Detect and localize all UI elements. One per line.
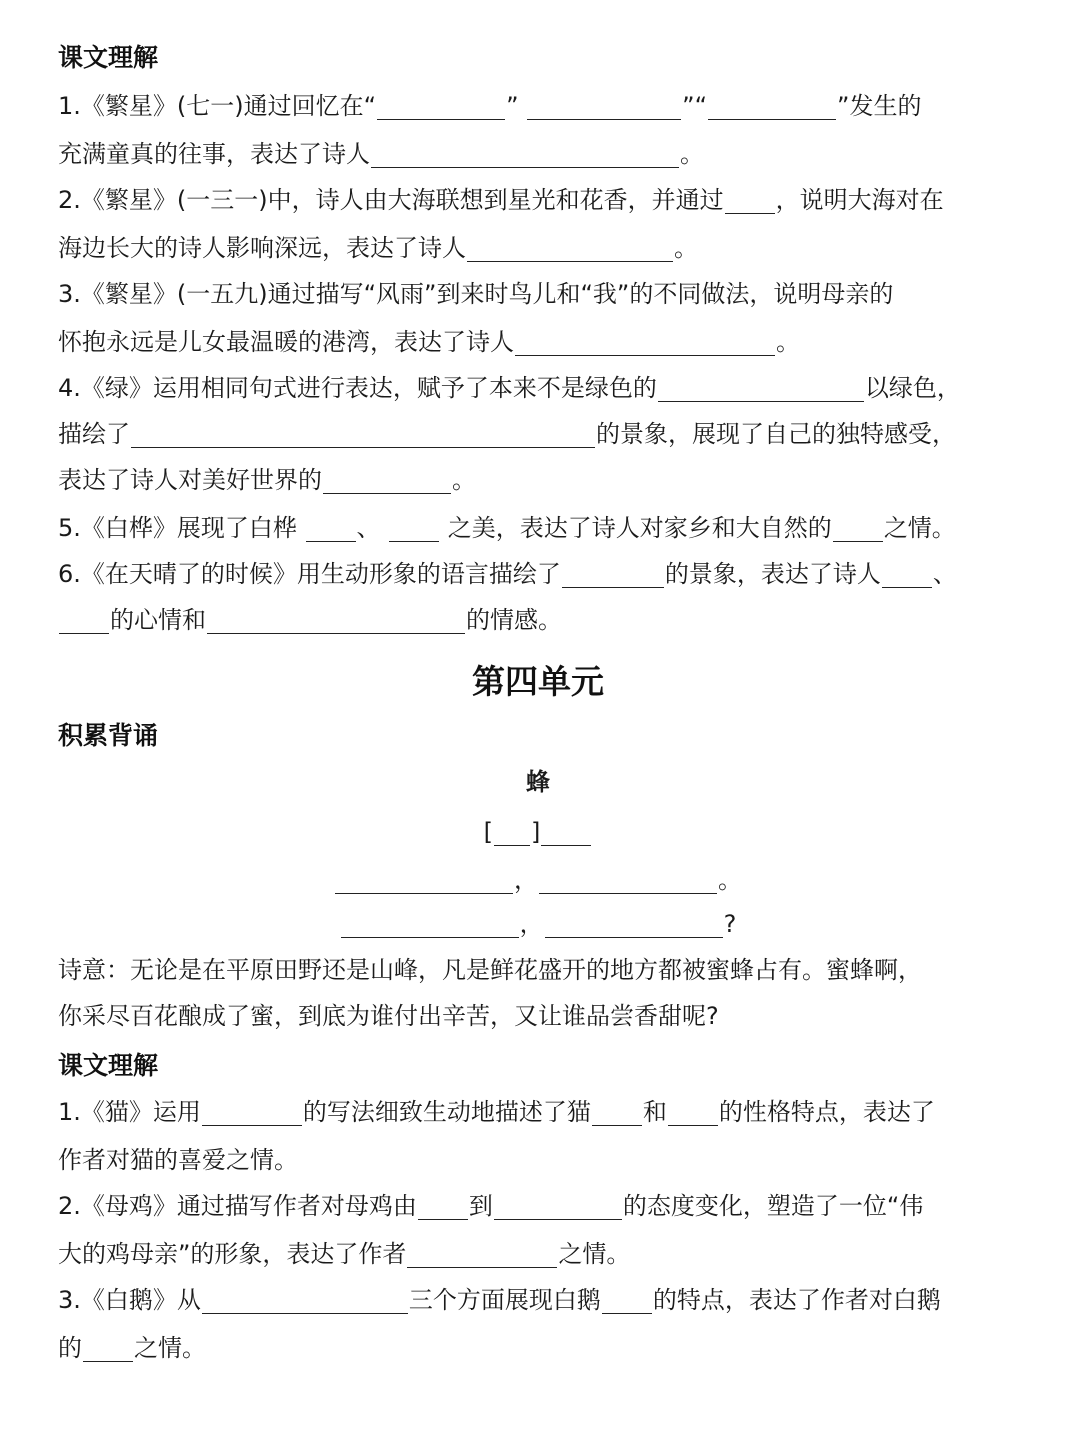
question-u4-2-line-2: 大的鸡母亲”的形象，表达了作者 之情。	[58, 1240, 631, 1268]
answer-blank[interactable]	[725, 189, 775, 214]
poem-title: 蜂	[526, 768, 550, 796]
answer-blank[interactable]	[59, 609, 109, 634]
question-u4-1-line-2: 作者对猫的喜爱之情。	[58, 1146, 298, 1174]
answer-blank[interactable]	[306, 517, 356, 542]
answer-blank[interactable]	[377, 95, 505, 120]
answer-blank[interactable]	[708, 95, 836, 120]
answer-blank[interactable]	[323, 469, 451, 494]
answer-blank[interactable]	[882, 563, 932, 588]
question-1-line-2: 充满童真的往事，表达了诗人 。	[58, 140, 704, 168]
question-2-line-1: 2.《繁星》(一三一)中，诗人由大海联想到星光和花香，并通过 ，说明大海对在	[58, 186, 944, 214]
answer-blank[interactable]	[467, 237, 673, 262]
question-2-line-2: 海边长大的诗人影响深远，表达了诗人 。	[58, 234, 698, 262]
answer-blank[interactable]	[539, 869, 717, 894]
answer-blank[interactable]	[658, 377, 864, 402]
answer-blank[interactable]	[602, 1289, 652, 1314]
dynasty-blank[interactable]	[494, 821, 530, 846]
answer-blank[interactable]	[202, 1289, 408, 1314]
question-u4-2-line-1: 2.《母鸡》通过描写作者对母鸡由 到 的态度变化，塑造了一位“伟	[58, 1192, 924, 1220]
poem-line-2: ， ?	[58, 908, 1018, 940]
question-u4-3-line-2: 的 之情。	[58, 1334, 206, 1362]
answer-blank[interactable]	[527, 95, 681, 120]
author-blank[interactable]	[541, 821, 591, 846]
answer-blank[interactable]	[592, 1101, 642, 1126]
answer-blank[interactable]	[562, 563, 664, 588]
question-3-line-2: 怀抱永远是儿女最温暖的港湾，表达了诗人 。	[58, 328, 800, 356]
question-6-line-2: 的心情和 的情感。	[58, 604, 562, 636]
question-4-line-3: 表达了诗人对美好世界的 。	[58, 466, 476, 494]
question-6-line-1: 6.《在天晴了的时候》用生动形象的语言描绘了 的景象，表达了诗人 、	[58, 560, 957, 588]
question-3-line-1: 3.《繁星》(一五九)通过描写“风雨”到来时鸟儿和“我”的不同做法，说明母亲的	[58, 280, 894, 308]
answer-blank[interactable]	[545, 913, 723, 938]
unit-title: 第四单元	[472, 662, 604, 701]
section-heading-memorize: 积累背诵	[58, 721, 159, 750]
answer-blank[interactable]	[515, 331, 775, 356]
answer-blank[interactable]	[833, 517, 883, 542]
answer-blank[interactable]	[341, 913, 519, 938]
question-4-line-2: 描绘了 的景象，展现了自己的独特感受，	[58, 420, 956, 448]
question-4-line-1: 4.《绿》运用相同句式进行表达，赋予了本来不是绿色的 以绿色，	[58, 374, 961, 402]
section-heading-comprehension-1: 课文理解	[58, 43, 159, 72]
answer-blank[interactable]	[389, 517, 439, 542]
answer-blank[interactable]	[131, 423, 595, 448]
question-u4-1-line-1: 1.《猫》运用 的写法细致生动地描述了猫 和 的性格特点，表达了	[58, 1098, 935, 1126]
answer-blank[interactable]	[207, 609, 465, 634]
question-5-line-1: 5.《白桦》展现了白桦 、 之美，表达了诗人对家乡和大自然的 之情。	[58, 514, 956, 542]
answer-blank[interactable]	[335, 869, 513, 894]
answer-blank[interactable]	[83, 1337, 133, 1362]
answer-blank[interactable]	[418, 1195, 468, 1220]
poem-meaning-line-1: 诗意：无论是在平原田野还是山峰，凡是鲜花盛开的地方都被蜜蜂占有。蜜蜂啊，	[58, 956, 922, 984]
poem-line-1: ， 。	[58, 864, 1018, 896]
poem-meaning-line-2: 你采尽百花酿成了蜜，到底为谁付出辛苦，又让谁品尝香甜呢?	[58, 1002, 719, 1030]
poem-author-line: [ ]	[58, 816, 1018, 848]
answer-blank[interactable]	[494, 1195, 622, 1220]
question-u4-3-line-1: 3.《白鹅》从 三个方面展现白鹅 的特点，表达了作者对白鹅	[58, 1286, 941, 1314]
answer-blank[interactable]	[202, 1101, 302, 1126]
answer-blank[interactable]	[407, 1243, 557, 1268]
answer-blank[interactable]	[668, 1101, 718, 1126]
question-1-line-1: 1.《繁星》(七一)通过回忆在“ ” ”“ ”发生的	[58, 92, 922, 120]
section-heading-comprehension-2: 课文理解	[58, 1051, 159, 1080]
answer-blank[interactable]	[371, 143, 679, 168]
